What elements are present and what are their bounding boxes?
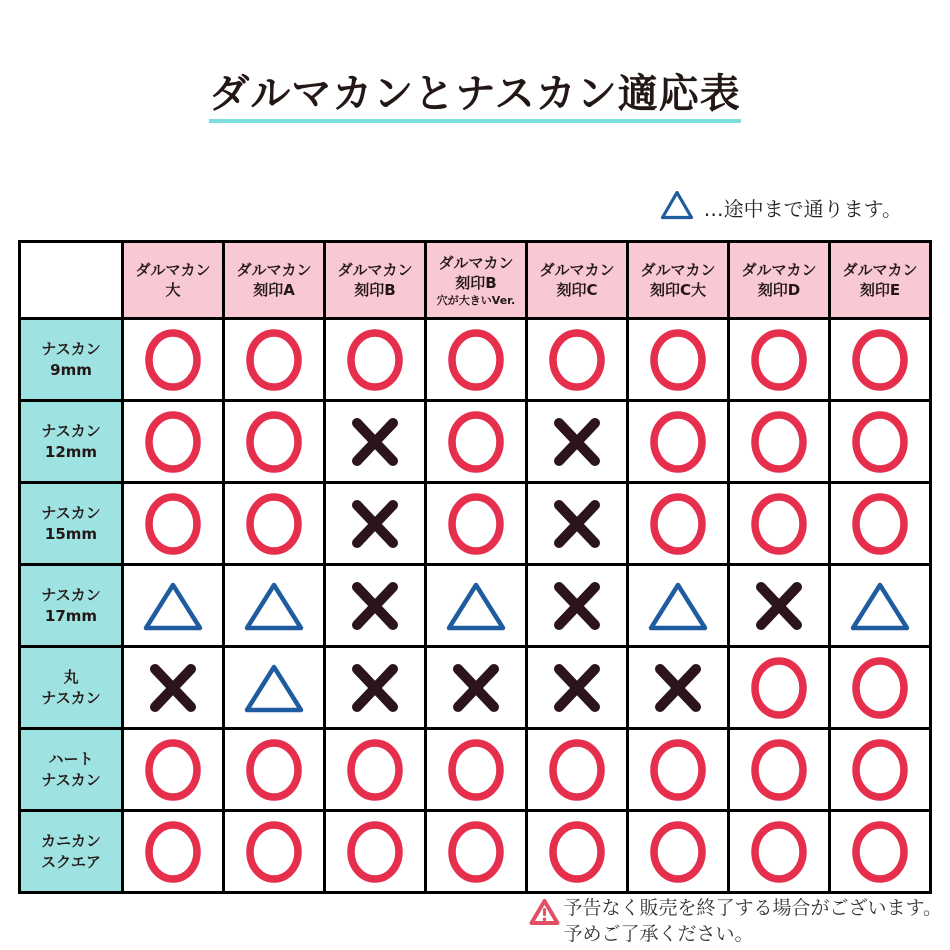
page-title: ダルマカンとナスカン適応表: [209, 72, 740, 123]
column-header-line2: 刻印C: [556, 281, 598, 299]
cross-cell: [325, 647, 426, 729]
table-row: [20, 565, 931, 647]
circle-cell: [325, 811, 426, 893]
cross-mark-icon: [347, 414, 403, 470]
cross-cell: [527, 401, 628, 483]
circle-cell: [628, 401, 729, 483]
legend-text: …途中まで通ります。: [703, 196, 902, 221]
column-header-line2: 刻印A: [253, 281, 295, 299]
triangle-legend-icon: [660, 190, 694, 224]
row-header-line2: 17mm: [44, 606, 98, 625]
column-header-line2: 刻印C大: [649, 281, 706, 299]
cross-cell: [325, 483, 426, 565]
column-header: [527, 242, 628, 319]
column-header-line1: ダルマカン: [640, 260, 716, 279]
circle-cell: [830, 729, 931, 811]
column-header: [123, 242, 224, 319]
row-header-line1: ナスカン: [41, 421, 101, 440]
row-header: [20, 483, 123, 565]
circle-cell: [426, 811, 527, 893]
circle-mark-icon: [447, 410, 505, 474]
circle-mark-icon: [346, 820, 404, 884]
row-header-line1: ナスカン: [41, 585, 101, 604]
circle-cell: [830, 401, 931, 483]
triangle-cell: [628, 565, 729, 647]
table-row: [20, 319, 931, 401]
circle-mark-icon: [245, 492, 303, 556]
triangle-mark-icon: [445, 580, 507, 632]
circle-cell: [628, 811, 729, 893]
cross-cell: [325, 401, 426, 483]
column-header-line1: ダルマカン: [135, 260, 211, 279]
circle-mark-icon: [750, 656, 808, 720]
cross-mark-icon: [650, 660, 706, 716]
triangle-cell: [830, 565, 931, 647]
column-header: [426, 242, 527, 319]
footer-lines: [564, 896, 942, 947]
circle-cell: [527, 811, 628, 893]
circle-mark-icon: [548, 328, 606, 392]
cross-cell: [123, 647, 224, 729]
row-header-line1: ハート: [48, 749, 94, 768]
circle-mark-icon: [548, 738, 606, 802]
cross-cell: [426, 647, 527, 729]
circle-mark-icon: [851, 328, 909, 392]
circle-mark-icon: [447, 328, 505, 392]
circle-mark-icon: [548, 820, 606, 884]
cross-mark-icon: [549, 660, 605, 716]
triangle-mark-icon: [849, 580, 911, 632]
circle-cell: [123, 401, 224, 483]
circle-cell: [628, 483, 729, 565]
circle-mark-icon: [447, 738, 505, 802]
circle-mark-icon: [750, 410, 808, 474]
cross-mark-icon: [347, 660, 403, 716]
column-header-line2: 刻印E: [859, 281, 901, 299]
circle-mark-icon: [851, 656, 909, 720]
corner-cell: [20, 242, 123, 319]
circle-mark-icon: [750, 328, 808, 392]
circle-mark-icon: [144, 492, 202, 556]
column-header-line2: 大: [165, 281, 181, 299]
column-header: [224, 242, 325, 319]
row-header-line2: 15mm: [44, 524, 98, 543]
column-header: [729, 242, 830, 319]
circle-cell: [426, 401, 527, 483]
row-header-line2: 12mm: [44, 442, 98, 461]
circle-cell: [426, 319, 527, 401]
column-header-line1: ダルマカン: [842, 260, 918, 279]
circle-cell: [426, 483, 527, 565]
row-header-line2: 9mm: [50, 360, 92, 379]
circle-mark-icon: [851, 738, 909, 802]
row-header-line2: ナスカン: [41, 770, 101, 789]
circle-cell: [729, 319, 830, 401]
circle-mark-icon: [851, 820, 909, 884]
footer-line-2: 予めご了承ください。: [563, 922, 754, 945]
circle-mark-icon: [649, 328, 707, 392]
circle-mark-icon: [346, 738, 404, 802]
circle-cell: [224, 729, 325, 811]
column-header-line1: ダルマカン: [741, 260, 817, 279]
circle-cell: [224, 811, 325, 893]
circle-cell: [830, 811, 931, 893]
circle-mark-icon: [245, 820, 303, 884]
row-header-line1: ナスカン: [41, 503, 101, 522]
circle-cell: [628, 319, 729, 401]
row-header: [20, 565, 123, 647]
circle-mark-icon: [447, 820, 505, 884]
cross-cell: [325, 565, 426, 647]
circle-mark-icon: [144, 738, 202, 802]
header-row: [20, 242, 931, 319]
circle-mark-icon: [245, 328, 303, 392]
circle-cell: [123, 729, 224, 811]
circle-cell: [628, 729, 729, 811]
circle-mark-icon: [649, 738, 707, 802]
triangle-mark-icon: [647, 580, 709, 632]
column-header-line1: ダルマカン: [337, 260, 413, 279]
cross-cell: [729, 565, 830, 647]
triangle-cell: [224, 565, 325, 647]
circle-cell: [729, 647, 830, 729]
row-header: [20, 319, 123, 401]
circle-cell: [325, 319, 426, 401]
cross-mark-icon: [549, 578, 605, 634]
circle-cell: [527, 729, 628, 811]
column-header-line1: ダルマカン: [236, 260, 312, 279]
row-header-line1: カニカン: [40, 831, 101, 850]
circle-cell: [123, 811, 224, 893]
circle-mark-icon: [346, 328, 404, 392]
circle-cell: [527, 319, 628, 401]
circle-cell: [729, 401, 830, 483]
triangle-mark-icon: [142, 580, 204, 632]
compatibility-table: [18, 240, 932, 894]
row-header-line1: 丸: [63, 667, 79, 686]
column-header-line2: 刻印B: [455, 274, 497, 293]
triangle-cell: [224, 647, 325, 729]
column-header-line2: 刻印B: [354, 281, 396, 299]
cross-mark-icon: [347, 578, 403, 634]
footer-note: [529, 896, 942, 947]
circle-cell: [224, 319, 325, 401]
circle-mark-icon: [649, 492, 707, 556]
circle-cell: [123, 319, 224, 401]
column-header-line1: ダルマカン: [539, 260, 615, 279]
title-wrap: [0, 72, 950, 123]
circle-cell: [224, 401, 325, 483]
cross-cell: [527, 565, 628, 647]
circle-cell: [729, 811, 830, 893]
row-header: [20, 729, 123, 811]
table-body: [20, 319, 931, 893]
circle-mark-icon: [649, 820, 707, 884]
column-header: [325, 242, 426, 319]
triangle-cell: [123, 565, 224, 647]
circle-mark-icon: [750, 492, 808, 556]
cross-mark-icon: [549, 414, 605, 470]
triangle-cell: [426, 565, 527, 647]
circle-cell: [830, 483, 931, 565]
table-row: [20, 483, 931, 565]
circle-mark-icon: [750, 820, 808, 884]
cross-mark-icon: [448, 660, 504, 716]
circle-mark-icon: [649, 410, 707, 474]
table-row: [20, 647, 931, 729]
warning-icon: [529, 898, 560, 930]
circle-cell: [830, 647, 931, 729]
cross-cell: [628, 647, 729, 729]
row-header-line2: ナスカン: [41, 688, 101, 707]
cross-mark-icon: [751, 578, 807, 634]
triangle-mark-icon: [243, 580, 305, 632]
triangle-mark-icon: [243, 662, 305, 714]
column-header: [830, 242, 931, 319]
row-header: [20, 401, 123, 483]
column-header-line2: 刻印D: [757, 281, 801, 299]
circle-mark-icon: [447, 492, 505, 556]
cross-cell: [527, 483, 628, 565]
column-header-note: 穴が大きいVer.: [436, 293, 516, 307]
column-header: [628, 242, 729, 319]
circle-mark-icon: [245, 410, 303, 474]
table-row: [20, 729, 931, 811]
cross-mark-icon: [145, 660, 201, 716]
circle-cell: [729, 483, 830, 565]
circle-mark-icon: [851, 492, 909, 556]
circle-mark-icon: [144, 820, 202, 884]
table-row: [20, 401, 931, 483]
circle-mark-icon: [750, 738, 808, 802]
circle-cell: [729, 729, 830, 811]
circle-cell: [325, 729, 426, 811]
cross-mark-icon: [347, 496, 403, 552]
circle-mark-icon: [245, 738, 303, 802]
column-header-line1: ダルマカン: [438, 254, 514, 273]
row-header-line2: スクエア: [41, 852, 101, 871]
circle-cell: [224, 483, 325, 565]
circle-cell: [830, 319, 931, 401]
cross-cell: [527, 647, 628, 729]
circle-cell: [426, 729, 527, 811]
row-header: [20, 647, 123, 729]
footer-line-1: 予告なく販売を終了する場合がございます。: [563, 897, 942, 919]
row-header: [20, 811, 123, 893]
circle-mark-icon: [144, 328, 202, 392]
circle-cell: [123, 483, 224, 565]
cross-mark-icon: [549, 496, 605, 552]
circle-mark-icon: [144, 410, 202, 474]
row-header-line1: ナスカン: [41, 339, 101, 358]
legend: [660, 190, 902, 224]
table-row: [20, 811, 931, 893]
circle-mark-icon: [851, 410, 909, 474]
